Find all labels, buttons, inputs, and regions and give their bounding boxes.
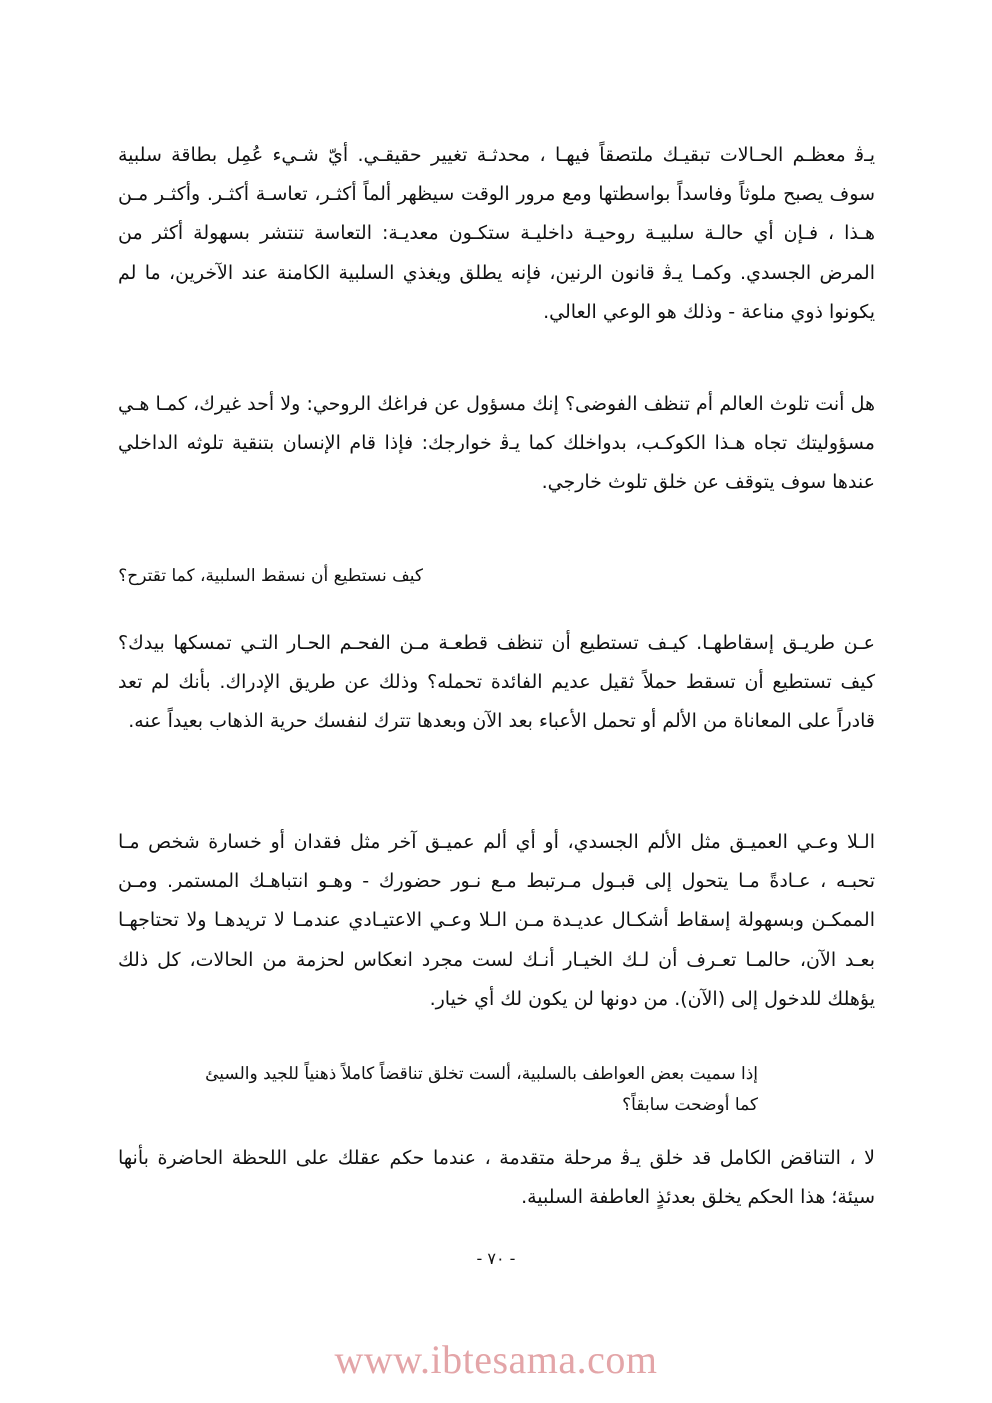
question-drop-negativity: كيف نستطيع أن نسقط السلبية، كما تقترح؟ <box>118 566 423 586</box>
paragraph-answer-duality: لا ، التناقض الكامل قد خلق يـﭬ مرحلة متقدمة ، عندما حكم عقلك على اللحظة الحاضرة بأنها سيئة؛ هذا الحكم يخلق بعدئذٍ العاطفة السلبية. <box>118 1147 875 1209</box>
paragraph-deep-unconsciousness: الـلا وعـي العميـق مثل الألم الجسدي، أو أي ألم عميـق آخر مثل فقدان أو خسارة شخص مـا تحبـه ، عـادةً مـا يتحول إلى قبـول مـرتبط مـع نـور حضورك - وهـو انتباهـك المستمر. ومـن الممكـن وبسهولة إسقاط أشكـال عديـدة مـن الـلا وعـي الاعتيـادي عندمـا لا تريدهـا ولا تحتاجهـا بعـد الآن، حالمـا تعـرف أن لـك الخيـار أنـك لست مجرد انعكاس لحزمة من الحالات، كل ذلك يؤهلك للدخول إلى (الآن). من دونها لن يكون لك أي خيار. <box>118 831 875 1010</box>
paragraph-dropping: عـن طريـق إسقاطهـا. كيـف تستطيع أن تنظف قطعـة مـن الفحـم الحـار التـي تمسكها بيدك؟ كيف تستطيع أن تسقط حملاً ثقيل عديم الفائدة تحمله؟ وذلك عن طريق الإدراك. بأنك لم تعد قادراً على المعاناة من الألم أو تحمل الأعباء بعد الآن وبعدها تترك لنفسك حرية الذهاب بعيداً عنه. <box>118 632 875 733</box>
watermark-url: www.ibtesama.com <box>334 1337 658 1382</box>
paragraph-pollution: هل أنت تلوث العالم أم تنظف الفوضى؟ إنك مسؤول عن فراغك الروحي: ولا أحد غيرك، كمـا هـي مسؤوليتك تجاه هـذا الكوكـب، بدواخلك كما يـﭬ خوارجك: فإذا قام الإنسان بتنقية تلوثه الداخلي عندها سوف يتوقف عن خلق تلوث خارجي. <box>118 393 875 494</box>
question-duality: إذا سميت بعض العواطف بالسلبية، ألست تخلق تناقضاً كاملاً ذهنياً للجيد والسيئ كما أوضحت سابقاً؟ <box>205 1064 758 1115</box>
paragraph-contagion: يـﭬ معظـم الحـالات تبقيـك ملتصقاً فيهـا ، محدثـة تغيير حقيقـي. أيّ شـيء عُمِل بطاقة سلبية سوف يصبح ملوثاً وفاسداً بواسطتها ومع مرور الوقت سيظهر ألماً أكثـر، تعاسـة أكثـر. وأكثـر مـن هـذا ، فـإن أي حالـة سلبيـة روحيـة داخليـة ستكـون معديـة: التعاسة تنتشر بسهولة أكثر من المرض الجسدي. وكمـا يـﭬ قانون الرنين، فإنه يطلق ويغذي السلبية الكامنة عند الآخرين، ما لم يكونوا ذوي مناعة - وذلك هو الوعي العالي. <box>118 144 875 323</box>
page-number: - ٧٠ - <box>476 1249 516 1268</box>
